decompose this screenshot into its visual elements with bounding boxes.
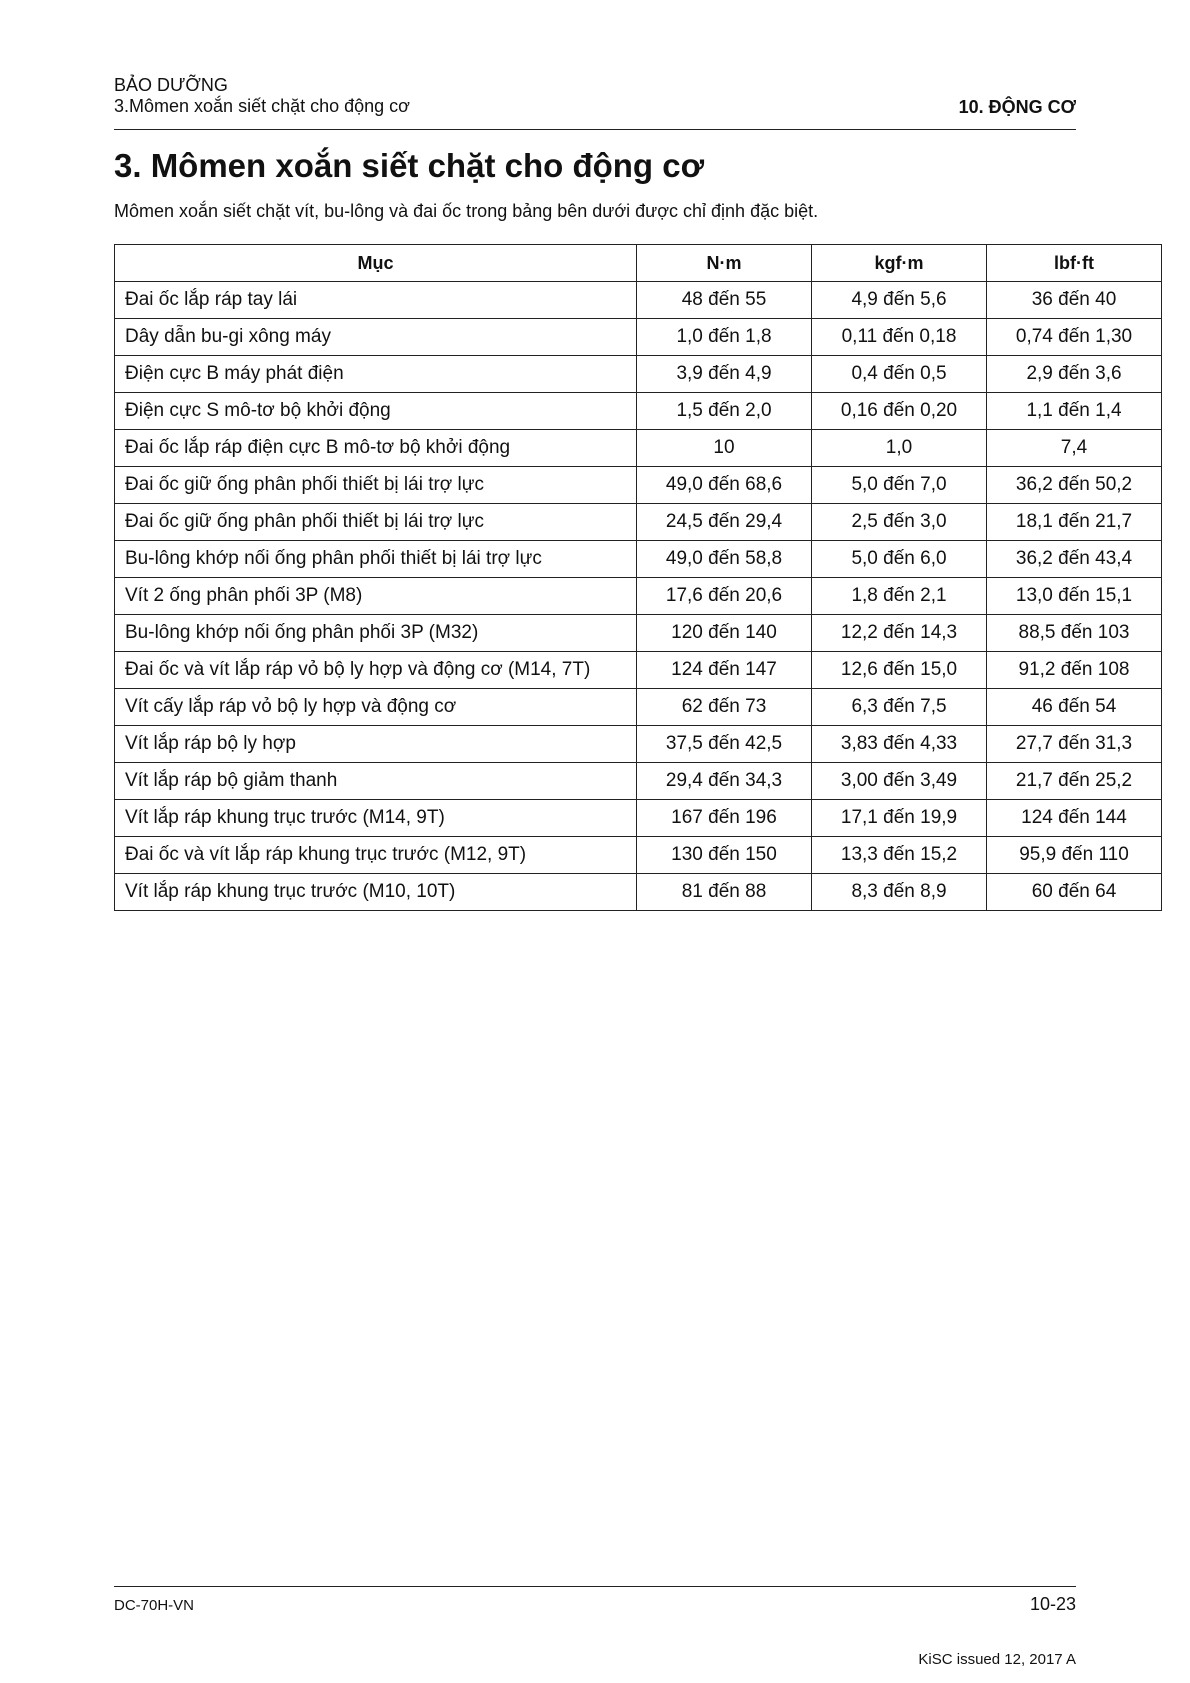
footer-divider	[114, 1586, 1076, 1587]
cell-nm: 120 đến 140	[637, 615, 812, 652]
cell-item: Điện cực B máy phát điện	[115, 356, 637, 393]
table-row	[115, 282, 1162, 319]
cell-item: Vít lắp ráp bộ giảm thanh	[115, 763, 637, 800]
cell-item: Đai ốc lắp ráp tay lái	[115, 282, 637, 319]
table-row	[115, 763, 1162, 800]
cell-item: Điện cực S mô-tơ bộ khởi động	[115, 393, 637, 430]
page-title: 3. Mômen xoắn siết chặt cho động cơ	[114, 147, 705, 184]
table-row	[115, 319, 1162, 356]
cell-lbfft: 1,1 đến 1,4	[987, 393, 1162, 430]
issue-note: KiSC issued 12, 2017 A	[918, 1651, 1076, 1668]
cell-lbfft: 60 đến 64	[987, 874, 1162, 911]
cell-item: Dây dẫn bu-gi xông máy	[115, 319, 637, 356]
table-row	[115, 800, 1162, 837]
cell-item: Vít lắp ráp bộ ly hợp	[115, 726, 637, 763]
header-section: BẢO DƯỠNG	[114, 75, 228, 95]
cell-nm: 124 đến 147	[637, 652, 812, 689]
table-body	[115, 282, 1162, 911]
cell-nm: 130 đến 150	[637, 837, 812, 874]
table-row	[115, 615, 1162, 652]
cell-item: Bu-lông khớp nối ống phân phối 3P (M32)	[115, 615, 637, 652]
intro-text: Mômen xoắn siết chặt vít, bu-lông và đai ốc trong bảng bên dưới được chỉ định đặc biệt.	[114, 201, 819, 221]
table-row	[115, 726, 1162, 763]
header-item: Mục	[115, 245, 637, 282]
table-row	[115, 393, 1162, 430]
cell-kgfm: 8,3 đến 8,9	[812, 874, 987, 911]
cell-kgfm: 5,0 đến 6,0	[812, 541, 987, 578]
doc-code: DC-70H-VN	[114, 1597, 195, 1614]
cell-item: Vít lắp ráp khung trục trước (M14, 9T)	[115, 800, 637, 837]
header-chapter: 10. ĐỘNG CƠ	[958, 97, 1076, 117]
cell-item: Đai ốc và vít lắp ráp vỏ bộ ly hợp và động cơ (M14, 7T)	[115, 652, 637, 689]
cell-lbfft: 36,2 đến 50,2	[987, 467, 1162, 504]
cell-kgfm: 17,1 đến 19,9	[812, 800, 987, 837]
cell-item: Đai ốc giữ ống phân phối thiết bị lái trợ lực	[115, 467, 637, 504]
header-divider	[114, 129, 1076, 130]
table-row	[115, 356, 1162, 393]
cell-kgfm: 1,8 đến 2,1	[812, 578, 987, 615]
cell-nm: 37,5 đến 42,5	[637, 726, 812, 763]
cell-nm: 81 đến 88	[637, 874, 812, 911]
torque-table	[114, 244, 1162, 911]
table-header-row	[115, 245, 1162, 282]
cell-lbfft: 46 đến 54	[987, 689, 1162, 726]
cell-item: Đai ốc lắp ráp điện cực B mô-tơ bộ khởi động	[115, 430, 637, 467]
cell-kgfm: 12,2 đến 14,3	[812, 615, 987, 652]
cell-kgfm: 0,16 đến 0,20	[812, 393, 987, 430]
cell-item: Vít lắp ráp khung trục trước (M10, 10T)	[115, 874, 637, 911]
header-lbfft: lbf·ft	[987, 245, 1162, 282]
cell-lbfft: 13,0 đến 15,1	[987, 578, 1162, 615]
cell-lbfft: 91,2 đến 108	[987, 652, 1162, 689]
cell-kgfm: 0,4 đến 0,5	[812, 356, 987, 393]
cell-item: Bu-lông khớp nối ống phân phối thiết bị lái trợ lực	[115, 541, 637, 578]
cell-nm: 49,0 đến 58,8	[637, 541, 812, 578]
page-number: 10-23	[1029, 1594, 1076, 1614]
cell-kgfm: 4,9 đến 5,6	[812, 282, 987, 319]
header-subsection: 3.Mômen xoắn siết chặt cho động cơ	[114, 96, 410, 116]
cell-item: Đai ốc và vít lắp ráp khung trục trước (M12, 9T)	[115, 837, 637, 874]
cell-nm: 49,0 đến 68,6	[637, 467, 812, 504]
running-header	[114, 75, 410, 117]
cell-item: Vít 2 ống phân phối 3P (M8)	[115, 578, 637, 615]
cell-lbfft: 95,9 đến 110	[987, 837, 1162, 874]
table-row	[115, 689, 1162, 726]
cell-item: Đai ốc giữ ống phân phối thiết bị lái trợ lực	[115, 504, 637, 541]
cell-nm: 167 đến 196	[637, 800, 812, 837]
cell-lbfft: 124 đến 144	[987, 800, 1162, 837]
cell-kgfm: 1,0	[812, 430, 987, 467]
cell-nm: 48 đến 55	[637, 282, 812, 319]
cell-item: Vít cấy lắp ráp vỏ bộ ly hợp và động cơ	[115, 689, 637, 726]
table-row	[115, 504, 1162, 541]
cell-nm: 62 đến 73	[637, 689, 812, 726]
cell-kgfm: 3,83 đến 4,33	[812, 726, 987, 763]
cell-lbfft: 0,74 đến 1,30	[987, 319, 1162, 356]
cell-lbfft: 88,5 đến 103	[987, 615, 1162, 652]
cell-kgfm: 13,3 đến 15,2	[812, 837, 987, 874]
cell-kgfm: 0,11 đến 0,18	[812, 319, 987, 356]
cell-kgfm: 6,3 đến 7,5	[812, 689, 987, 726]
cell-kgfm: 5,0 đến 7,0	[812, 467, 987, 504]
table-row	[115, 467, 1162, 504]
cell-lbfft: 2,9 đến 3,6	[987, 356, 1162, 393]
table-row	[115, 541, 1162, 578]
cell-kgfm: 12,6 đến 15,0	[812, 652, 987, 689]
header-kgfm: kgf·m	[812, 245, 987, 282]
cell-nm: 1,5 đến 2,0	[637, 393, 812, 430]
table-row	[115, 652, 1162, 689]
cell-lbfft: 27,7 đến 31,3	[987, 726, 1162, 763]
cell-nm: 29,4 đến 34,3	[637, 763, 812, 800]
cell-nm: 24,5 đến 29,4	[637, 504, 812, 541]
cell-kgfm: 2,5 đến 3,0	[812, 504, 987, 541]
cell-nm: 10	[637, 430, 812, 467]
cell-lbfft: 36,2 đến 43,4	[987, 541, 1162, 578]
table-row	[115, 837, 1162, 874]
cell-lbfft: 21,7 đến 25,2	[987, 763, 1162, 800]
header-nm: N·m	[637, 245, 812, 282]
cell-kgfm: 3,00 đến 3,49	[812, 763, 987, 800]
cell-nm: 17,6 đến 20,6	[637, 578, 812, 615]
table-row	[115, 430, 1162, 467]
cell-lbfft: 7,4	[987, 430, 1162, 467]
table-row	[115, 578, 1162, 615]
cell-lbfft: 36 đến 40	[987, 282, 1162, 319]
cell-nm: 1,0 đến 1,8	[637, 319, 812, 356]
cell-nm: 3,9 đến 4,9	[637, 356, 812, 393]
table-row	[115, 874, 1162, 911]
cell-lbfft: 18,1 đến 21,7	[987, 504, 1162, 541]
